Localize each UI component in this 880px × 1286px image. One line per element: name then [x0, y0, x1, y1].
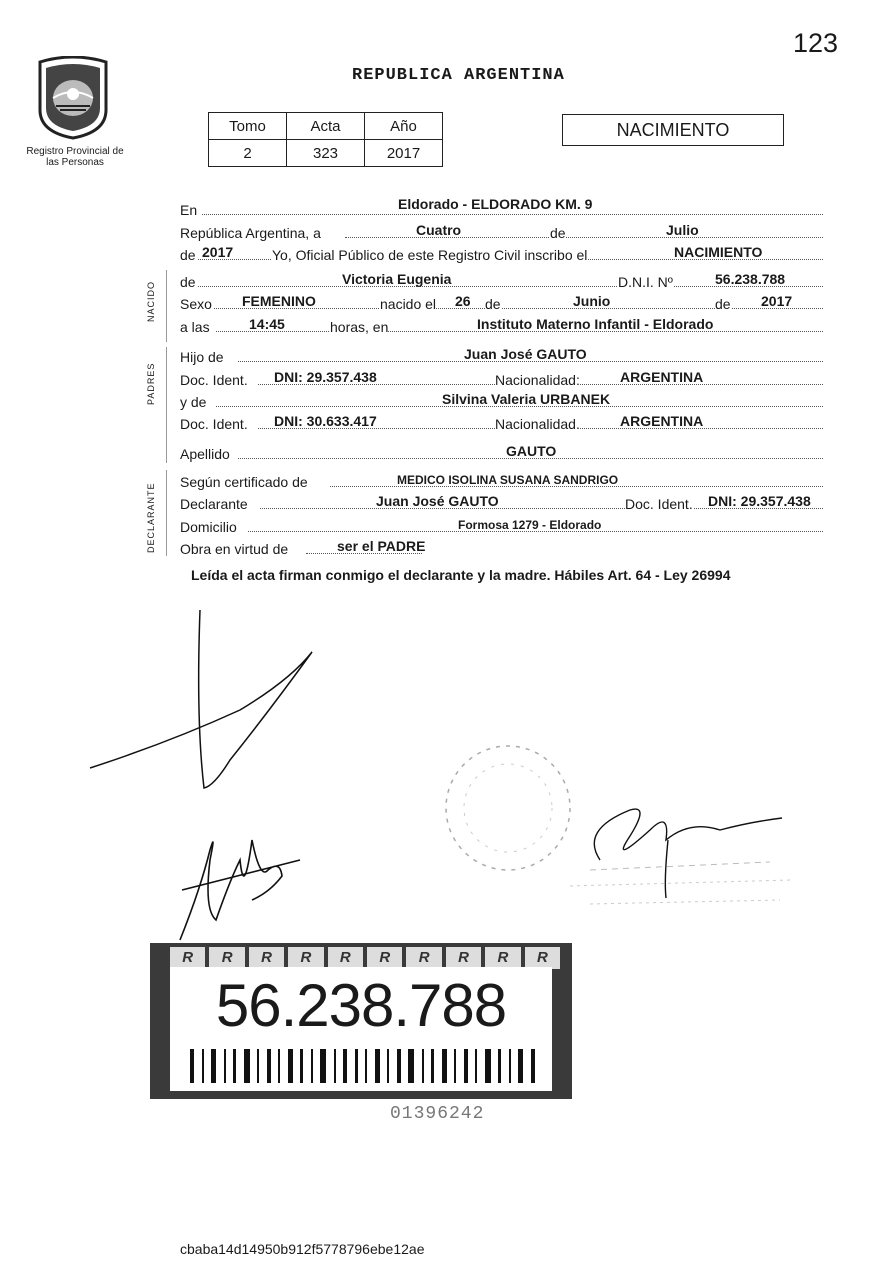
line-sexo [180, 292, 823, 312]
label-yo-oficial: Yo, Oficial Público de este Registro Civil inscribo el [272, 247, 588, 263]
value-hora: 14:45 [249, 316, 285, 332]
line-domicilio [180, 515, 823, 535]
acta-value: 323 [287, 140, 365, 167]
label-doc-ident-3: Doc. Ident. [625, 496, 693, 512]
reference-table [208, 112, 443, 167]
line-hora [180, 315, 823, 335]
label-sexo: Sexo [180, 296, 212, 312]
label-doc-ident-2: Doc. Ident. [180, 416, 248, 432]
label-apellido: Apellido [180, 446, 230, 462]
value-nombre: Victoria Eugenia [342, 271, 452, 287]
value-padre-dni: DNI: 29.357.438 [274, 369, 377, 385]
value-anio: 2017 [202, 244, 234, 260]
label-de-month: de [715, 296, 731, 312]
r-mark: R [328, 947, 363, 969]
line-apellido [180, 442, 823, 462]
value-apellido: GAUTO [506, 443, 557, 459]
line-nombre [180, 270, 823, 290]
signature-declarant [170, 820, 310, 950]
r-strip [170, 947, 560, 969]
label-de: de [550, 225, 566, 241]
value-mes: Julio [666, 222, 699, 238]
r-mark: R [170, 947, 205, 969]
barcode-number: 56.238.788 [215, 972, 507, 1039]
signature-official [570, 790, 800, 920]
line-declarante [180, 492, 823, 512]
value-domicilio: Formosa 1279 - Eldorado [458, 518, 602, 532]
label-y-de: y de [180, 394, 207, 410]
value-madre-nac: ARGENTINA [620, 413, 704, 429]
r-mark: R [367, 947, 402, 969]
document-title: REPUBLICA ARGENTINA [352, 66, 565, 85]
line-en [180, 198, 823, 218]
value-lugar-nac: Instituto Materno Infantil - Eldorado [477, 316, 714, 332]
label-republica: República Argentina, a [180, 225, 321, 241]
value-padre: Juan José GAUTO [464, 346, 587, 362]
value-sexo: FEMENINO [242, 293, 316, 309]
value-tipo: NACIMIENTO [674, 244, 763, 260]
section-declarante: DECLARANTE [146, 482, 156, 553]
barcode-card [150, 943, 572, 1099]
value-mes-nac: Junio [573, 293, 611, 309]
anio-value: 2017 [365, 140, 443, 167]
r-mark: R [406, 947, 441, 969]
r-mark: R [209, 947, 244, 969]
value-madre-dni: DNI: 30.633.417 [274, 413, 377, 429]
value-dia-texto: Cuatro [416, 222, 462, 238]
line-fecha [180, 221, 823, 241]
label-de-day: de [485, 296, 501, 312]
value-dni: 56.238.788 [715, 271, 786, 287]
page-number: 123 [792, 28, 838, 58]
r-mark: R [288, 947, 323, 969]
label-obra: Obra en virtud de [180, 541, 289, 557]
tomo-value: 2 [209, 140, 287, 167]
signature-large [80, 600, 330, 800]
line-obra [180, 537, 426, 557]
line-inscripcion [180, 243, 823, 263]
registry-name: Registro Provincial de las Personas [26, 146, 124, 168]
section-padres: PADRES [146, 362, 156, 405]
label-a-las: a las [180, 319, 210, 335]
r-mark: R [446, 947, 481, 969]
value-certificado: MEDICO ISOLINA SUSANA SANDRIGO [397, 473, 619, 487]
serial-number: 01396242 [390, 1104, 485, 1124]
value-anio-nac: 2017 [761, 293, 793, 309]
label-hijo-de: Hijo de [180, 349, 224, 365]
line-padre [180, 345, 823, 365]
value-declarante: Juan José GAUTO [376, 493, 499, 509]
line-madre-doc [180, 412, 823, 432]
province-seal-icon [36, 56, 110, 140]
value-declarante-dni: DNI: 29.357.438 [708, 493, 811, 509]
label-de-year: de [180, 247, 196, 263]
label-en: En [180, 202, 198, 218]
act-type-box: NACIMIENTO [562, 114, 784, 146]
r-mark: R [525, 947, 560, 969]
label-nacionalidad-2: Nacionalidad. [495, 416, 580, 432]
value-obra: ser el PADRE [337, 538, 426, 554]
acta-header: Acta [287, 113, 365, 140]
label-doc-ident-1: Doc. Ident. [180, 372, 248, 388]
document-hash: cbaba14d14950b912f5778796ebe12ae [180, 1241, 425, 1257]
r-mark: R [485, 947, 520, 969]
anio-header: Año [365, 113, 443, 140]
barcode-bars [190, 1049, 535, 1083]
label-de-name: de [180, 274, 196, 290]
tomo-header: Tomo [209, 113, 287, 140]
label-nacionalidad-1: Nacionalidad: [495, 372, 580, 388]
r-mark: R [249, 947, 284, 969]
label-nacido-el: nacido el [380, 296, 437, 312]
closing-statement: Leída el acta firman conmigo el declarante y la madre. Hábiles Art. 64 - Ley 26994 [191, 567, 731, 583]
barcode-label [170, 967, 552, 1091]
line-padre-doc [180, 368, 823, 388]
value-madre: Silvina Valeria URBANEK [442, 391, 611, 407]
label-declarante: Declarante [180, 496, 248, 512]
line-madre [180, 390, 823, 410]
section-nacido: NACIDO [146, 280, 156, 322]
line-certificado [180, 470, 823, 490]
label-domicilio: Domicilio [180, 519, 237, 535]
official-stamp [430, 730, 580, 890]
value-dia-nac: 26 [455, 293, 471, 309]
value-padre-nac: ARGENTINA [620, 369, 704, 385]
label-dni: D.N.I. Nº [618, 274, 673, 290]
label-segun: Según certificado de [180, 474, 308, 490]
value-lugar: Eldorado - ELDORADO KM. 9 [398, 196, 593, 212]
label-horas-en: horas, en [330, 319, 389, 335]
